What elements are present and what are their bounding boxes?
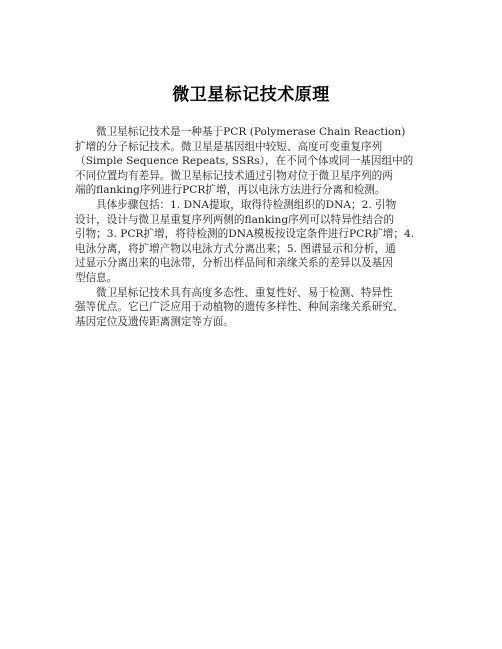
paragraph-line: 基因定位及遗传距离测定等方面。 [75,315,234,328]
paragraph-steps [75,198,440,286]
paragraph-advantages [75,286,440,330]
paragraph-line: 设计，设计与微卫星重复序列两侧的flanking序列可以特异性结合的 [75,213,395,226]
paragraph-line: 微卫星标记技术具有高度多态性、重复性好、易于检测、特异性 [96,286,393,299]
paragraph-line: 微卫星标记技术是一种基于PCR (Polymerase Chain Reaction) [96,126,406,138]
document-body [75,125,440,329]
paragraph-line: 电泳分离，将扩增产物以电泳方式分离出来；5. 图谱显示和分析，通 [75,242,396,255]
paragraph-line: 端的flanking序列进行PCR扩增，再以电泳方法进行分离和检测。 [75,184,386,197]
paragraph-line: 扩增的分子标记技术。微卫星是基因组中较短、高度可变重复序列 [75,140,383,153]
paragraph-line: 引物；3. PCR扩增，将待检测的DNA模板按设定条件进行PCR扩增；4. [75,228,415,241]
paragraph-line: 型信息。 [75,271,118,284]
paragraph-principle [75,125,440,198]
paragraph-line: 具体步骤包括：1. DNA提取，取得待检测组织的DNA；2. 引物 [96,198,397,211]
document-title: 微卫星标记技术原理 [172,85,330,105]
paragraph-line: 不同位置均有差异。微卫星标记技术通过引物对位于微卫星序列的两 [75,169,393,182]
paragraph-line: （Simple Sequence Repeats, SSRs），在不同个体或同一基因组中的 [75,155,414,168]
paragraph-line: 过显示分离出来的电泳带，分析出样品间和亲缘关系的差异以及基因 [75,257,393,270]
paragraph-line: 强等优点。它已广泛应用于动植物的遗传多样性、种间亲缘关系研究、 [75,301,404,314]
